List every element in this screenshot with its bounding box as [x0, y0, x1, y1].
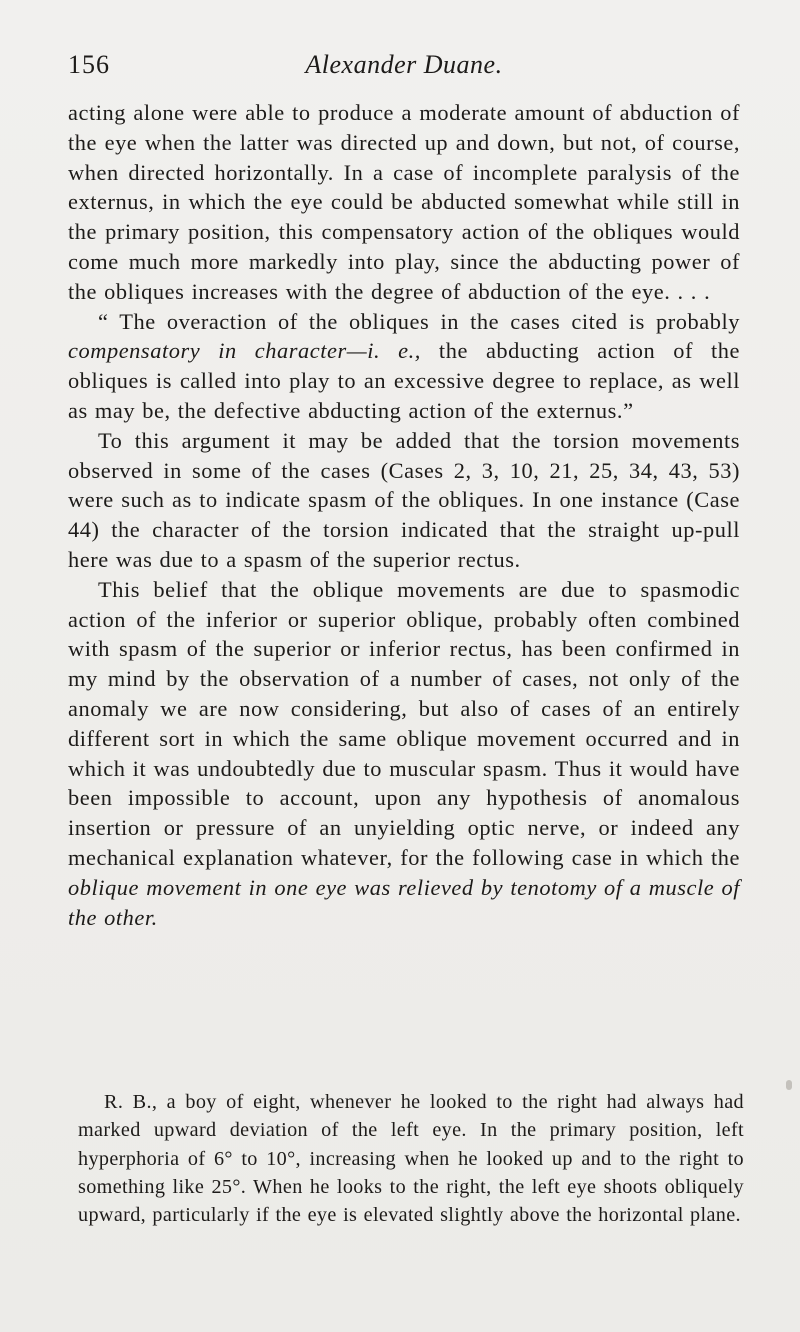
paragraph-quotation — [68, 307, 740, 426]
paper-speck — [786, 1080, 792, 1090]
paragraph-continuation: acting alone were able to produce a moderate amount of abduction of the eye when the latter was directed up and down, but not, of course, when directed horizontally. In a case of incomplete paralysis of the externus, in which the eye could be abducted somewhat while still in the primary position, this compensatory action of the obliques would come much more markedly into play, since the abducting power of the obliques increases with the degree of abduction of the eye. . . . — [68, 100, 740, 304]
running-title: Alexander Duane. — [305, 50, 503, 79]
quotation-text-end: the abducting action of the obliques is called into play to an excessive degree to replace, as well as may be, the defective abducting action of the externus.” — [68, 338, 740, 423]
belief-text: This belief that the oblique movements are due to spasmodic action of the inferior or superior oblique, probably often combined with spasm of the superior or inferior rectus, has been confirmed in my mind by the observation of a number of cases, not only of the anomaly we are now considering, but also of cases of an entirely different sort in which the same oblique movement occurred and in which it was undoubtedly due to muscular spasm. Thus it would have been impossible to account, upon any hypothesis of anomalous insertion or pressure of an unyielding optic nerve, or indeed any mechanical explanation whatever, for the following case in which the — [68, 576, 740, 870]
case-report-paragraph: R. B., a boy of eight, whenever he looked to the right had always had marked upward deviation of the left eye. In the primary position, left hyperphoria of 6° to 10°, increasing when he looked up and to the right to something like 25°. When he looks to the right, the left eye shoots obliquely upward, particularly if the eye is elevated slightly above the horizontal plane. — [78, 1091, 744, 1227]
quotation-text-start: “ The overaction of the obliques in the cases cited is probably — [98, 308, 740, 334]
running-head — [68, 44, 740, 84]
quotation-emphasis: compensatory in character—i. e., — [68, 338, 421, 364]
page-number: 156 — [68, 50, 110, 79]
paragraph-torsion: To this argument it may be added that the torsion movements observed in some of the cases (Cases 2, 3, 10, 21, 25, 34, 43, 53) were such as to indicate spasm of the obliques. In one instance (Case 44) the character of the torsion indicated that the straight up-pull here was due to a spasm of the superior rectus. — [68, 427, 740, 572]
case-report — [78, 1088, 744, 1229]
belief-emphasis: oblique movement in one eye was relieved by tenotomy of a muscle of the other. — [68, 874, 740, 930]
main-text — [68, 98, 740, 932]
paragraph-belief — [68, 575, 740, 933]
